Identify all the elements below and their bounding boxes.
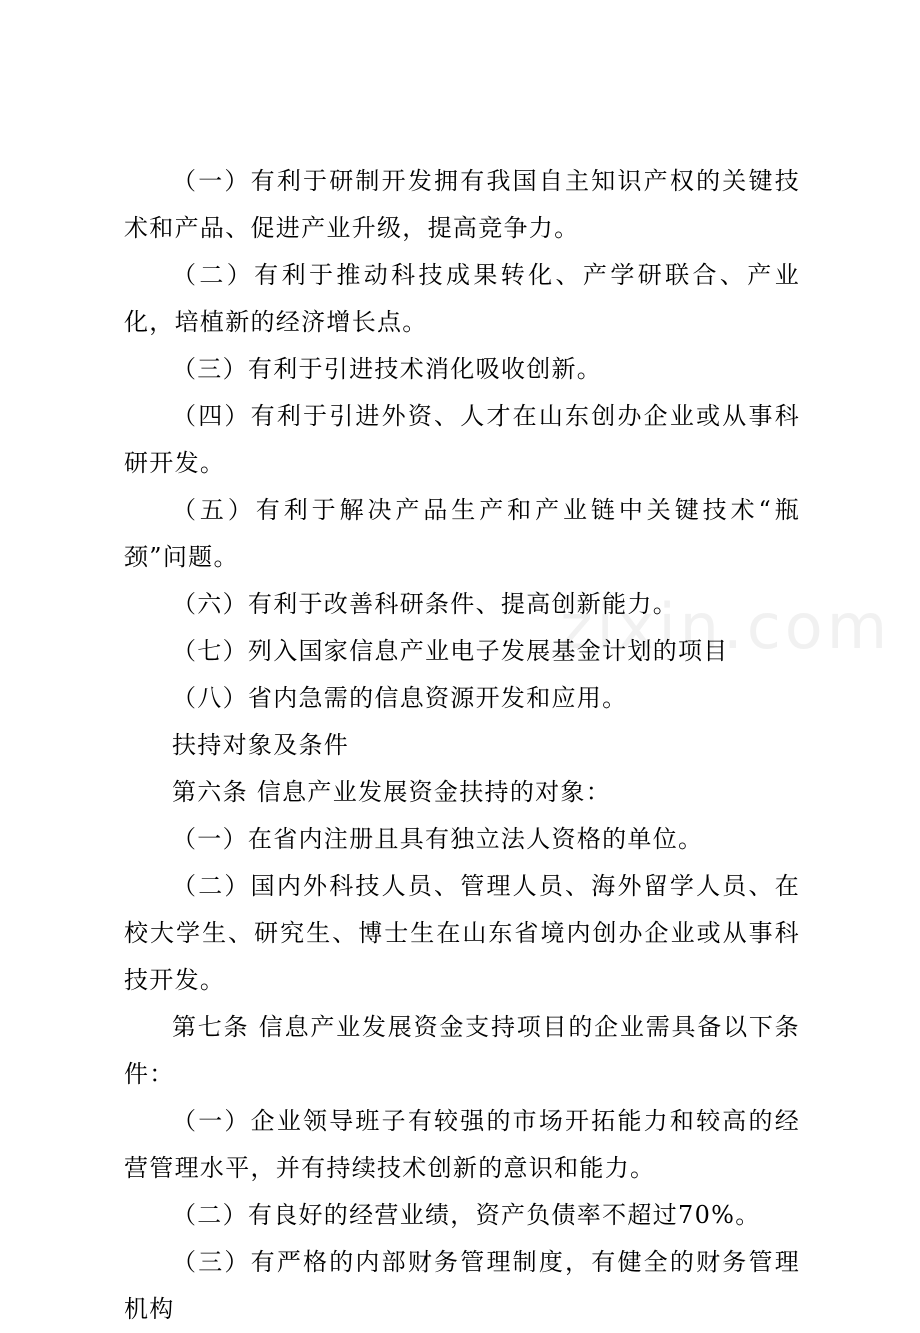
paragraph: （五）有利于解决产品生产和产业链中关键技术“瓶颈”问题。 [124, 496, 800, 571]
watermark: zixin.com [560, 590, 892, 663]
paragraph: （六）有利于改善科研条件、提高创新能力。 [172, 590, 678, 618]
paragraph: （二）有良好的经营业绩，资产负债率不超过70%。 [172, 1201, 761, 1229]
article-paragraph: 第六条 信息产业发展资金扶持的对象： [172, 778, 612, 806]
paragraph: （二）有利于推动科技成果转化、产学研联合、产业化，培植新的经济增长点。 [124, 261, 800, 336]
paragraph: （四）有利于引进外资、人才在山东创办企业或从事科研开发。 [124, 402, 800, 477]
paragraph: （三）有严格的内部财务管理制度，有健全的财务管理机构 [124, 1248, 800, 1323]
paragraph: （一）企业领导班子有较强的市场开拓能力和较高的经营管理水平，并有持续技术创新的意识和能力。 [124, 1107, 800, 1182]
paragraph: （七）列入国家信息产业电子发展基金计划的项目 [172, 637, 729, 665]
paragraph: （一）在省内注册且具有独立法人资格的单位。 [172, 825, 704, 853]
paragraph: （三）有利于引进技术消化吸收创新。 [172, 355, 603, 383]
paragraph: （二）国内外科技人员、管理人员、海外留学人员、在校大学生、研究生、博士生在山东省境内创办企业或从事科技开发。 [124, 872, 800, 994]
paragraph: （一）有利于研制开发拥有我国自主知识产权的关键技术和产品、促进产业升级，提高竞争力。 [124, 167, 800, 242]
article-paragraph: 第七条 信息产业发展资金支持项目的企业需具备以下条件： [124, 1013, 800, 1088]
paragraph: （八）省内急需的信息资源开发和应用。 [172, 684, 628, 712]
document-body [124, 158, 800, 1333]
section-heading: 扶持对象及条件 [172, 731, 350, 759]
